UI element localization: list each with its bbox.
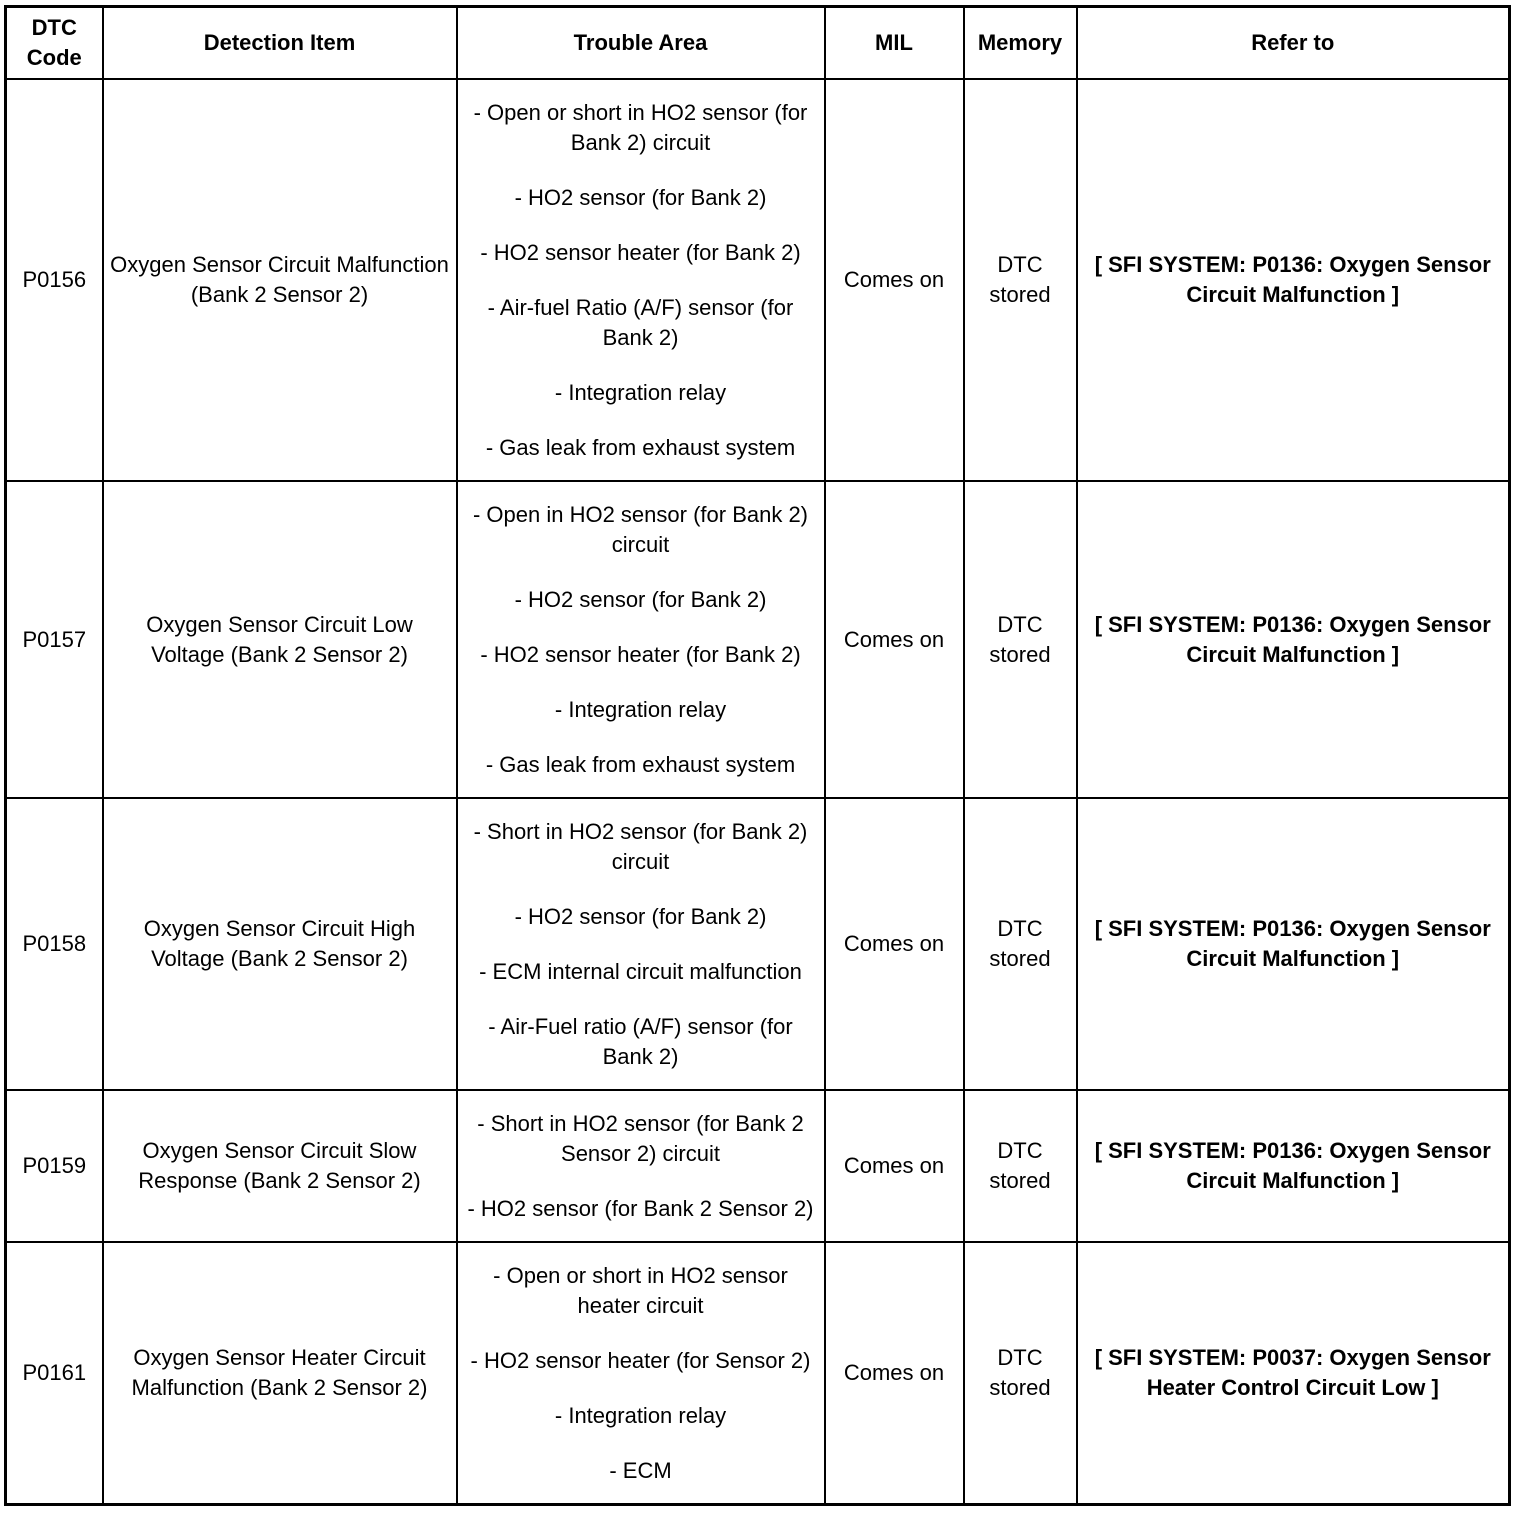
header-dtc-code: DTC Code bbox=[6, 7, 103, 80]
header-trouble-area: Trouble Area bbox=[457, 7, 825, 80]
trouble-area-item: - Gas leak from exhaust system bbox=[485, 434, 796, 460]
detection-item-cell: Oxygen Sensor Circuit Slow Response (Bank 2 Sensor 2) bbox=[103, 1090, 457, 1242]
trouble-area-cell bbox=[457, 481, 825, 798]
memory-cell: DTC stored bbox=[964, 1090, 1077, 1242]
trouble-area-item: - Air-fuel Ratio (A/F) sensor (for Bank 2) bbox=[487, 294, 794, 350]
trouble-area-cell bbox=[457, 1090, 825, 1242]
refer-to-link[interactable]: [ SFI SYSTEM: P0136: Oxygen Sensor Circuit Malfunction ] bbox=[1077, 1090, 1510, 1242]
trouble-area-item: - HO2 sensor (for Bank 2) bbox=[514, 586, 767, 612]
trouble-area-item: - ECM internal circuit malfunction bbox=[479, 958, 802, 984]
trouble-area-item: - HO2 sensor (for Bank 2) bbox=[514, 903, 767, 929]
header-detection-item: Detection Item bbox=[103, 7, 457, 80]
trouble-area-item: - HO2 sensor heater (for Sensor 2) bbox=[470, 1347, 811, 1373]
dtc-code-cell: P0161 bbox=[6, 1242, 103, 1505]
refer-to-link[interactable]: [ SFI SYSTEM: P0136: Oxygen Sensor Circuit Malfunction ] bbox=[1077, 481, 1510, 798]
trouble-area-item: - Integration relay bbox=[554, 1402, 727, 1428]
dtc-table bbox=[4, 5, 1511, 1506]
trouble-area-item: - Air-Fuel ratio (A/F) sensor (for Bank 2) bbox=[488, 1013, 793, 1069]
trouble-area-cell bbox=[457, 79, 825, 481]
memory-cell: DTC stored bbox=[964, 481, 1077, 798]
trouble-area-item: - Open or short in HO2 sensor heater circuit bbox=[493, 1262, 788, 1318]
header-memory: Memory bbox=[964, 7, 1077, 80]
trouble-area-item: - Gas leak from exhaust system bbox=[485, 751, 796, 777]
refer-to-link[interactable]: [ SFI SYSTEM: P0037: Oxygen Sensor Heater Control Circuit Low ] bbox=[1077, 1242, 1510, 1505]
mil-cell: Comes on bbox=[825, 1242, 964, 1505]
detection-item-cell: Oxygen Sensor Circuit Low Voltage (Bank 2 Sensor 2) bbox=[103, 481, 457, 798]
trouble-area-item: - ECM bbox=[609, 1457, 672, 1483]
memory-cell: DTC stored bbox=[964, 79, 1077, 481]
dtc-code-cell: P0156 bbox=[6, 79, 103, 481]
table-row bbox=[6, 481, 1510, 798]
memory-cell: DTC stored bbox=[964, 798, 1077, 1090]
trouble-area-item: - Open or short in HO2 sensor (for Bank 2) circuit bbox=[473, 99, 808, 155]
header-mil: MIL bbox=[825, 7, 964, 80]
header-refer-to: Refer to bbox=[1077, 7, 1510, 80]
dtc-code-cell: P0159 bbox=[6, 1090, 103, 1242]
table-row bbox=[6, 798, 1510, 1090]
detection-item-cell: Oxygen Sensor Circuit Malfunction (Bank 2 Sensor 2) bbox=[103, 79, 457, 481]
memory-cell: DTC stored bbox=[964, 1242, 1077, 1505]
mil-cell: Comes on bbox=[825, 79, 964, 481]
mil-cell: Comes on bbox=[825, 798, 964, 1090]
trouble-area-item: - HO2 sensor (for Bank 2 Sensor 2) bbox=[467, 1195, 814, 1221]
trouble-area-item: - Integration relay bbox=[554, 379, 727, 405]
dtc-code-cell: P0158 bbox=[6, 798, 103, 1090]
header-row bbox=[6, 7, 1510, 80]
dtc-code-cell: P0157 bbox=[6, 481, 103, 798]
detection-item-cell: Oxygen Sensor Heater Circuit Malfunction (Bank 2 Sensor 2) bbox=[103, 1242, 457, 1505]
trouble-area-item: - Short in HO2 sensor (for Bank 2 Sensor 2) circuit bbox=[477, 1110, 804, 1166]
trouble-area-item: - Open in HO2 sensor (for Bank 2) circuit bbox=[472, 501, 809, 557]
trouble-area-item: - Short in HO2 sensor (for Bank 2) circuit bbox=[473, 818, 808, 874]
mil-cell: Comes on bbox=[825, 481, 964, 798]
trouble-area-cell bbox=[457, 1242, 825, 1505]
trouble-area-item: - HO2 sensor heater (for Bank 2) bbox=[480, 641, 801, 667]
trouble-area-item: - HO2 sensor (for Bank 2) bbox=[514, 184, 767, 210]
table-row bbox=[6, 1242, 1510, 1505]
refer-to-link[interactable]: [ SFI SYSTEM: P0136: Oxygen Sensor Circuit Malfunction ] bbox=[1077, 79, 1510, 481]
trouble-area-item: - HO2 sensor heater (for Bank 2) bbox=[480, 239, 801, 265]
refer-to-link[interactable]: [ SFI SYSTEM: P0136: Oxygen Sensor Circuit Malfunction ] bbox=[1077, 798, 1510, 1090]
trouble-area-cell bbox=[457, 798, 825, 1090]
mil-cell: Comes on bbox=[825, 1090, 964, 1242]
table-row bbox=[6, 1090, 1510, 1242]
trouble-area-item: - Integration relay bbox=[554, 696, 727, 722]
detection-item-cell: Oxygen Sensor Circuit High Voltage (Bank 2 Sensor 2) bbox=[103, 798, 457, 1090]
table-row bbox=[6, 79, 1510, 481]
